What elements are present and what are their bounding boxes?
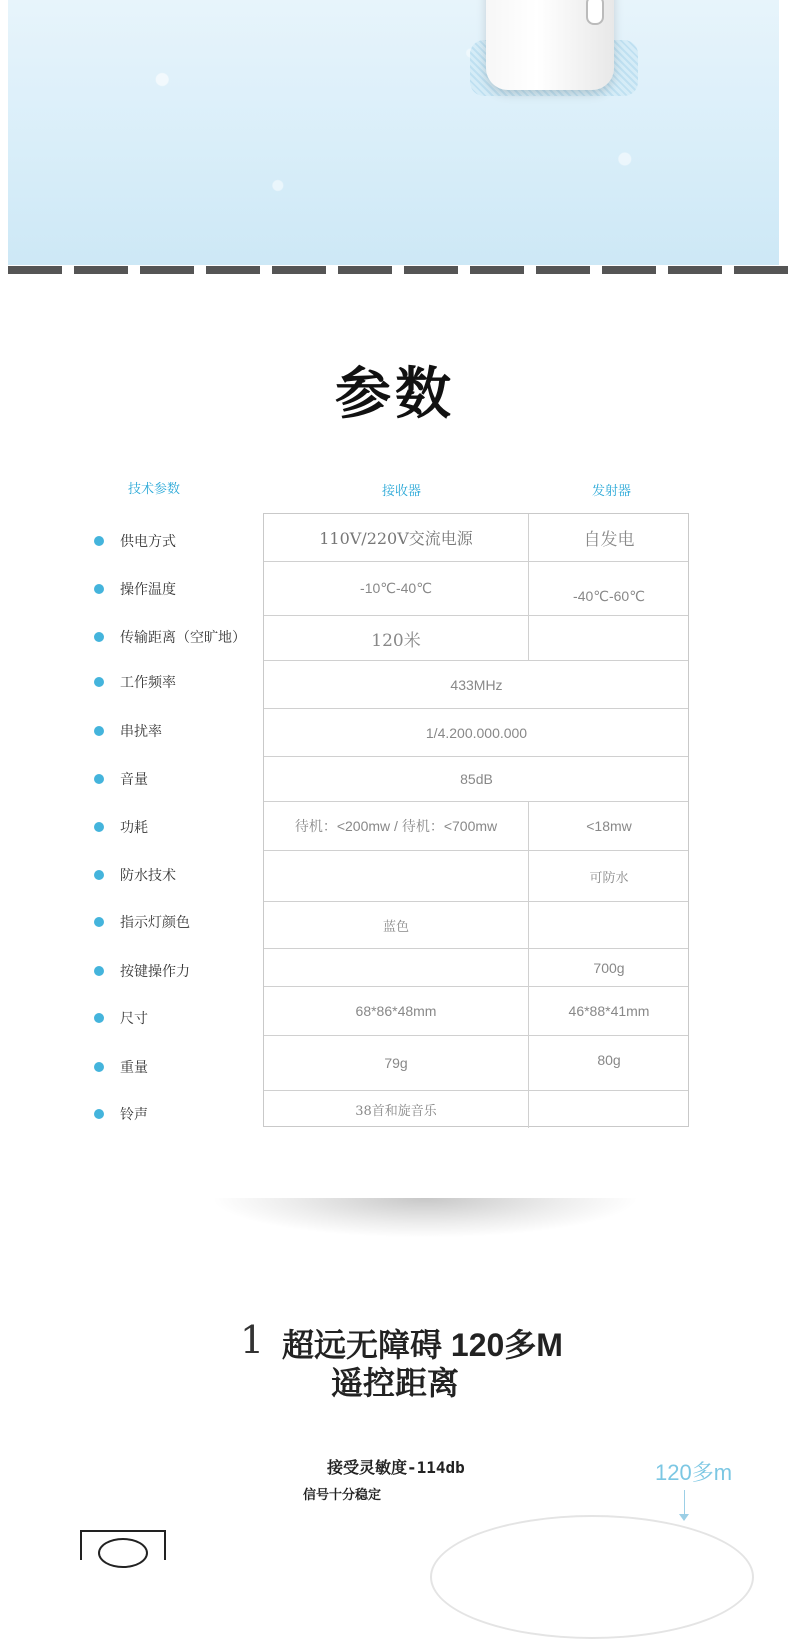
header-param: 技术参数 xyxy=(128,481,181,496)
label-row xyxy=(94,912,190,932)
label-row xyxy=(94,579,176,599)
cell-receiver xyxy=(264,851,528,901)
section-shadow-divider xyxy=(210,1198,640,1238)
cell-receiver: 79g xyxy=(384,1055,408,1071)
label-row xyxy=(94,1104,148,1124)
cell-receiver: 120米 xyxy=(371,630,421,651)
cell-merged: 85dB xyxy=(460,771,493,787)
stability-text: 信号十分稳定 xyxy=(303,1487,382,1502)
range-arc xyxy=(430,1515,754,1639)
cell-transmitter: 自发电 xyxy=(583,530,635,550)
cell-receiver: -10℃-40℃ xyxy=(360,580,432,596)
row-label: 防水技术 xyxy=(120,868,176,884)
feature-subheadline: 遥控距离 xyxy=(330,1365,459,1401)
bullet-icon xyxy=(94,536,104,546)
label-row xyxy=(94,817,148,837)
bullet-icon xyxy=(94,774,104,784)
row-label: 操作温度 xyxy=(120,582,176,598)
cell-transmitter xyxy=(529,1091,689,1128)
hero-bokeh xyxy=(8,0,779,265)
feature-headline: 超远无障碍 120多M xyxy=(282,1327,563,1363)
distance-label: 120多m xyxy=(655,1460,733,1485)
row-label: 按键操作力 xyxy=(120,964,190,980)
row-label: 供电方式 xyxy=(120,534,176,550)
cell-merged: 1/4.200.000.000 xyxy=(425,724,528,741)
cell-receiver: 38首和旋音乐 xyxy=(355,1104,437,1119)
label-row xyxy=(94,769,148,789)
row-label: 功耗 xyxy=(120,820,148,836)
header-receiver: 接收器 xyxy=(382,483,422,498)
cell-transmitter: 可防水 xyxy=(589,869,629,885)
cell-transmitter: -40℃-60℃ xyxy=(573,588,645,604)
bullet-icon xyxy=(94,1013,104,1023)
cell-merged: 433MHz xyxy=(450,676,503,693)
bullet-icon xyxy=(94,966,104,976)
bullet-icon xyxy=(94,584,104,594)
cell-receiver xyxy=(264,949,528,986)
cell-transmitter: <18mw xyxy=(586,818,632,834)
dashed-divider xyxy=(8,266,779,276)
bullet-icon xyxy=(94,1109,104,1119)
row-label: 尺寸 xyxy=(120,1011,148,1027)
cell-transmitter xyxy=(529,616,689,660)
spec-table xyxy=(263,513,689,1127)
row-label: 工作频率 xyxy=(120,675,176,691)
bullet-icon xyxy=(94,726,104,736)
product-hero-image xyxy=(8,0,779,265)
row-label: 音量 xyxy=(120,772,148,788)
label-row xyxy=(94,961,190,981)
sensitivity-text: 接受灵敏度-114db xyxy=(327,1458,465,1477)
label-row xyxy=(94,1008,148,1028)
bullet-icon xyxy=(94,632,104,642)
cell-transmitter: 80g xyxy=(597,1052,621,1068)
cell-receiver: 110V/220V交流电源 xyxy=(319,529,473,548)
arrowhead-icon xyxy=(679,1514,689,1521)
header-transmitter: 发射器 xyxy=(592,483,632,498)
bullet-icon xyxy=(94,822,104,832)
label-row xyxy=(94,672,176,692)
row-label: 铃声 xyxy=(120,1107,148,1123)
bullet-icon xyxy=(94,1062,104,1072)
label-row xyxy=(94,1057,148,1077)
cell-transmitter: 700g xyxy=(593,959,625,976)
cell-transmitter xyxy=(529,902,689,948)
row-label: 指示灯颜色 xyxy=(120,915,190,931)
bullet-icon xyxy=(94,677,104,687)
row-label: 传输距离（空旷地） xyxy=(120,630,246,646)
feature-number: 1 xyxy=(240,1318,265,1362)
bullet-icon xyxy=(94,870,104,880)
bullet-icon xyxy=(94,917,104,927)
label-row xyxy=(94,531,176,551)
cell-receiver: 蓝色 xyxy=(382,918,409,934)
cell-transmitter: 46*88*41mm xyxy=(568,1003,650,1019)
cell-receiver: 待机：<200mw / 待机：<700mw xyxy=(294,818,498,834)
cell-receiver: 68*86*48mm xyxy=(355,1003,437,1019)
row-label: 串扰率 xyxy=(120,724,162,740)
speaker-icon xyxy=(98,1538,148,1568)
row-label: 重量 xyxy=(120,1060,148,1076)
label-row xyxy=(94,721,162,741)
label-row xyxy=(94,865,176,885)
page-title: 参数 xyxy=(335,362,455,427)
label-row xyxy=(94,627,246,647)
device-button xyxy=(586,0,604,25)
